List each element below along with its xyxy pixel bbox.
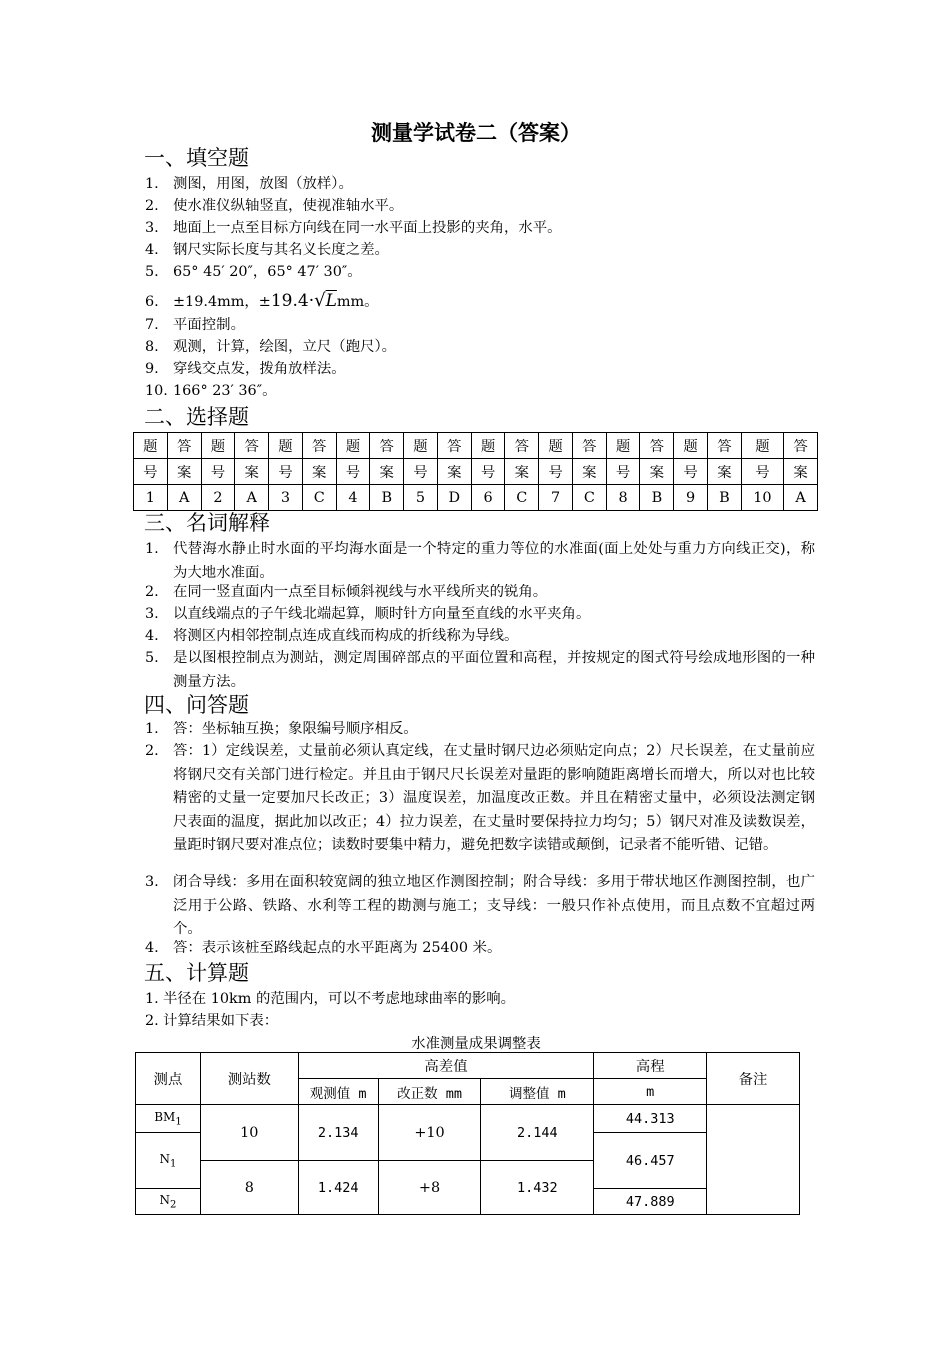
table-row: $N_1$ 46.457 — [136, 1133, 800, 1161]
list-item: 8. 观测，计算，绘图，立尺（跑尺）。 — [145, 339, 397, 355]
list-item: 2. 答：1）定线误差，丈量前必须认真定线，在丈量时钢尺边必须贴定向点；2）尺长误差，在丈量前应将钢尺交有关部门进行检定。并且由于钢尺尺长误差对量距的影响随距离增长而增大，所以对也比较精密的丈量一定要加尺长改正；3）温度误差，加温度改正数。并且在精密丈量中，必须设法测定钢尺表面的温度，据此加以改正；4）拉力误差，在丈量时要保持拉力均匀；5）钢尺对准及读数误差，量距时钢尺要对准点位；读数时要集中精力，避免把数字读错或颠倒，记录者不能听错、记错。 — [145, 743, 815, 854]
list-item: 9. 穿线交点发，拨角放样法。 — [145, 361, 346, 377]
list-item: 3. 以直线端点的子午线北端起算，顺时针方向量至直线的水平夹角。 — [145, 606, 591, 622]
list-item: 5. 是以图根控制点为测站，测定周围碎部点的平面位置和高程，并按规定的图式符号绘成地形图的一种测量方法。 — [145, 650, 815, 690]
list-item: 1. 半径在 10km 的范围内，可以不考虑地球曲率的影响。 — [145, 991, 516, 1007]
table-caption: 水准测量成果调整表 — [411, 1036, 541, 1052]
point-label: $N_2$ — [136, 1189, 201, 1215]
header-note: 备注 — [707, 1053, 800, 1105]
table-row: $N_2$ 47.889 — [136, 1189, 800, 1215]
table-header-row-2: 号 案 号 案 号 案 号 案 号 案 号 案 号 案 号 案 号 案 号 案 — [134, 459, 818, 485]
point-label: $BM_1$ — [136, 1105, 201, 1133]
page-title: 测量学试卷二（答案） — [371, 121, 581, 145]
table-header-row — [136, 1053, 800, 1079]
table-row: 8 1.424 +8 1.432 — [136, 1161, 800, 1189]
list-item: 7. 平面控制。 — [145, 317, 245, 333]
section-heading-qa: 四、问答题 — [144, 693, 249, 717]
list-item: 2. 在同一竖直面内一点至目标倾斜视线与水平线所夹的锐角。 — [145, 584, 548, 600]
list-item-formula: 6. ±19.4mm，±19.4·√Lmm。 — [145, 290, 379, 311]
note-cell — [707, 1105, 800, 1215]
list-item: 3. 地面上一点至目标方向线在同一水平面上投影的夹角，水平。 — [145, 220, 562, 236]
answer-table — [133, 432, 818, 511]
leveling-adjustment-table — [135, 1052, 800, 1215]
header-point: 测点 — [136, 1053, 201, 1105]
header-stations: 测站数 — [200, 1053, 298, 1105]
point-label: $N_1$ — [136, 1133, 201, 1189]
header-correction: 改正数 mm — [378, 1079, 481, 1105]
section-heading-calculation: 五、计算题 — [144, 961, 249, 985]
sqrt-sign: √ — [314, 290, 326, 311]
table-header-row-1: 题 答 题 答 题 答 题 答 题 答 题 答 题 答 题 答 题 答 题 答 — [134, 433, 818, 459]
list-item: 4. 钢尺实际长度与其名义长度之差。 — [145, 242, 389, 258]
list-item: 1. 答：坐标轴互换；象限编号顺序相反。 — [145, 721, 418, 737]
list-item: 10. 166° 23′ 36″。 — [145, 383, 277, 399]
section-heading-multiple-choice: 二、选择题 — [144, 405, 249, 429]
table-row: 1 A 2 A 3 C 4 B 5 D 6 C 7 C 8 B 9 B 10 A — [134, 485, 818, 511]
list-item: 4. 将测区内相邻控制点连成直线而构成的折线称为导线。 — [145, 628, 519, 644]
header-observed: 观测值 m — [298, 1079, 378, 1105]
header-elevation: 高程 — [594, 1053, 707, 1079]
section-heading-definitions: 三、名词解释 — [144, 511, 270, 535]
header-elevation-unit: m — [594, 1079, 707, 1105]
header-adjusted: 调整值 m — [481, 1079, 594, 1105]
list-item: 2. 计算结果如下表： — [145, 1013, 279, 1029]
table-row: $BM_1$ 10 2.134 +10 2.144 44.313 — [136, 1105, 800, 1133]
list-item: 5. 65° 45′ 20″，65° 47′ 30″。 — [145, 264, 362, 280]
section-heading-fill-blank: 一、填空题 — [144, 146, 249, 170]
header-height-diff: 高差值 — [298, 1053, 594, 1079]
list-item: 2. 使水准仪纵轴竖直，使视准轴水平。 — [145, 198, 404, 214]
list-item: 1. 测图，用图，放图（放样）。 — [145, 176, 353, 192]
list-item: 3. 闭合导线：多用在面积较宽阔的独立地区作测图控制；附合导线：多用于带状地区作测图控制，也广泛用于公路、铁路、水利等工程的勘测与施工；支导线：一般只作补点使用，而且点数不宜超过两个。 — [145, 874, 815, 938]
list-item: 4. 答：表示该桩至路线起点的水平距离为 25400 米。 — [145, 940, 502, 956]
list-item: 1. 代替海水静止时水面的平均海水面是一个特定的重力等位的水准面(面上处处与重力方向线正交)，称为大地水准面。 — [145, 541, 815, 581]
